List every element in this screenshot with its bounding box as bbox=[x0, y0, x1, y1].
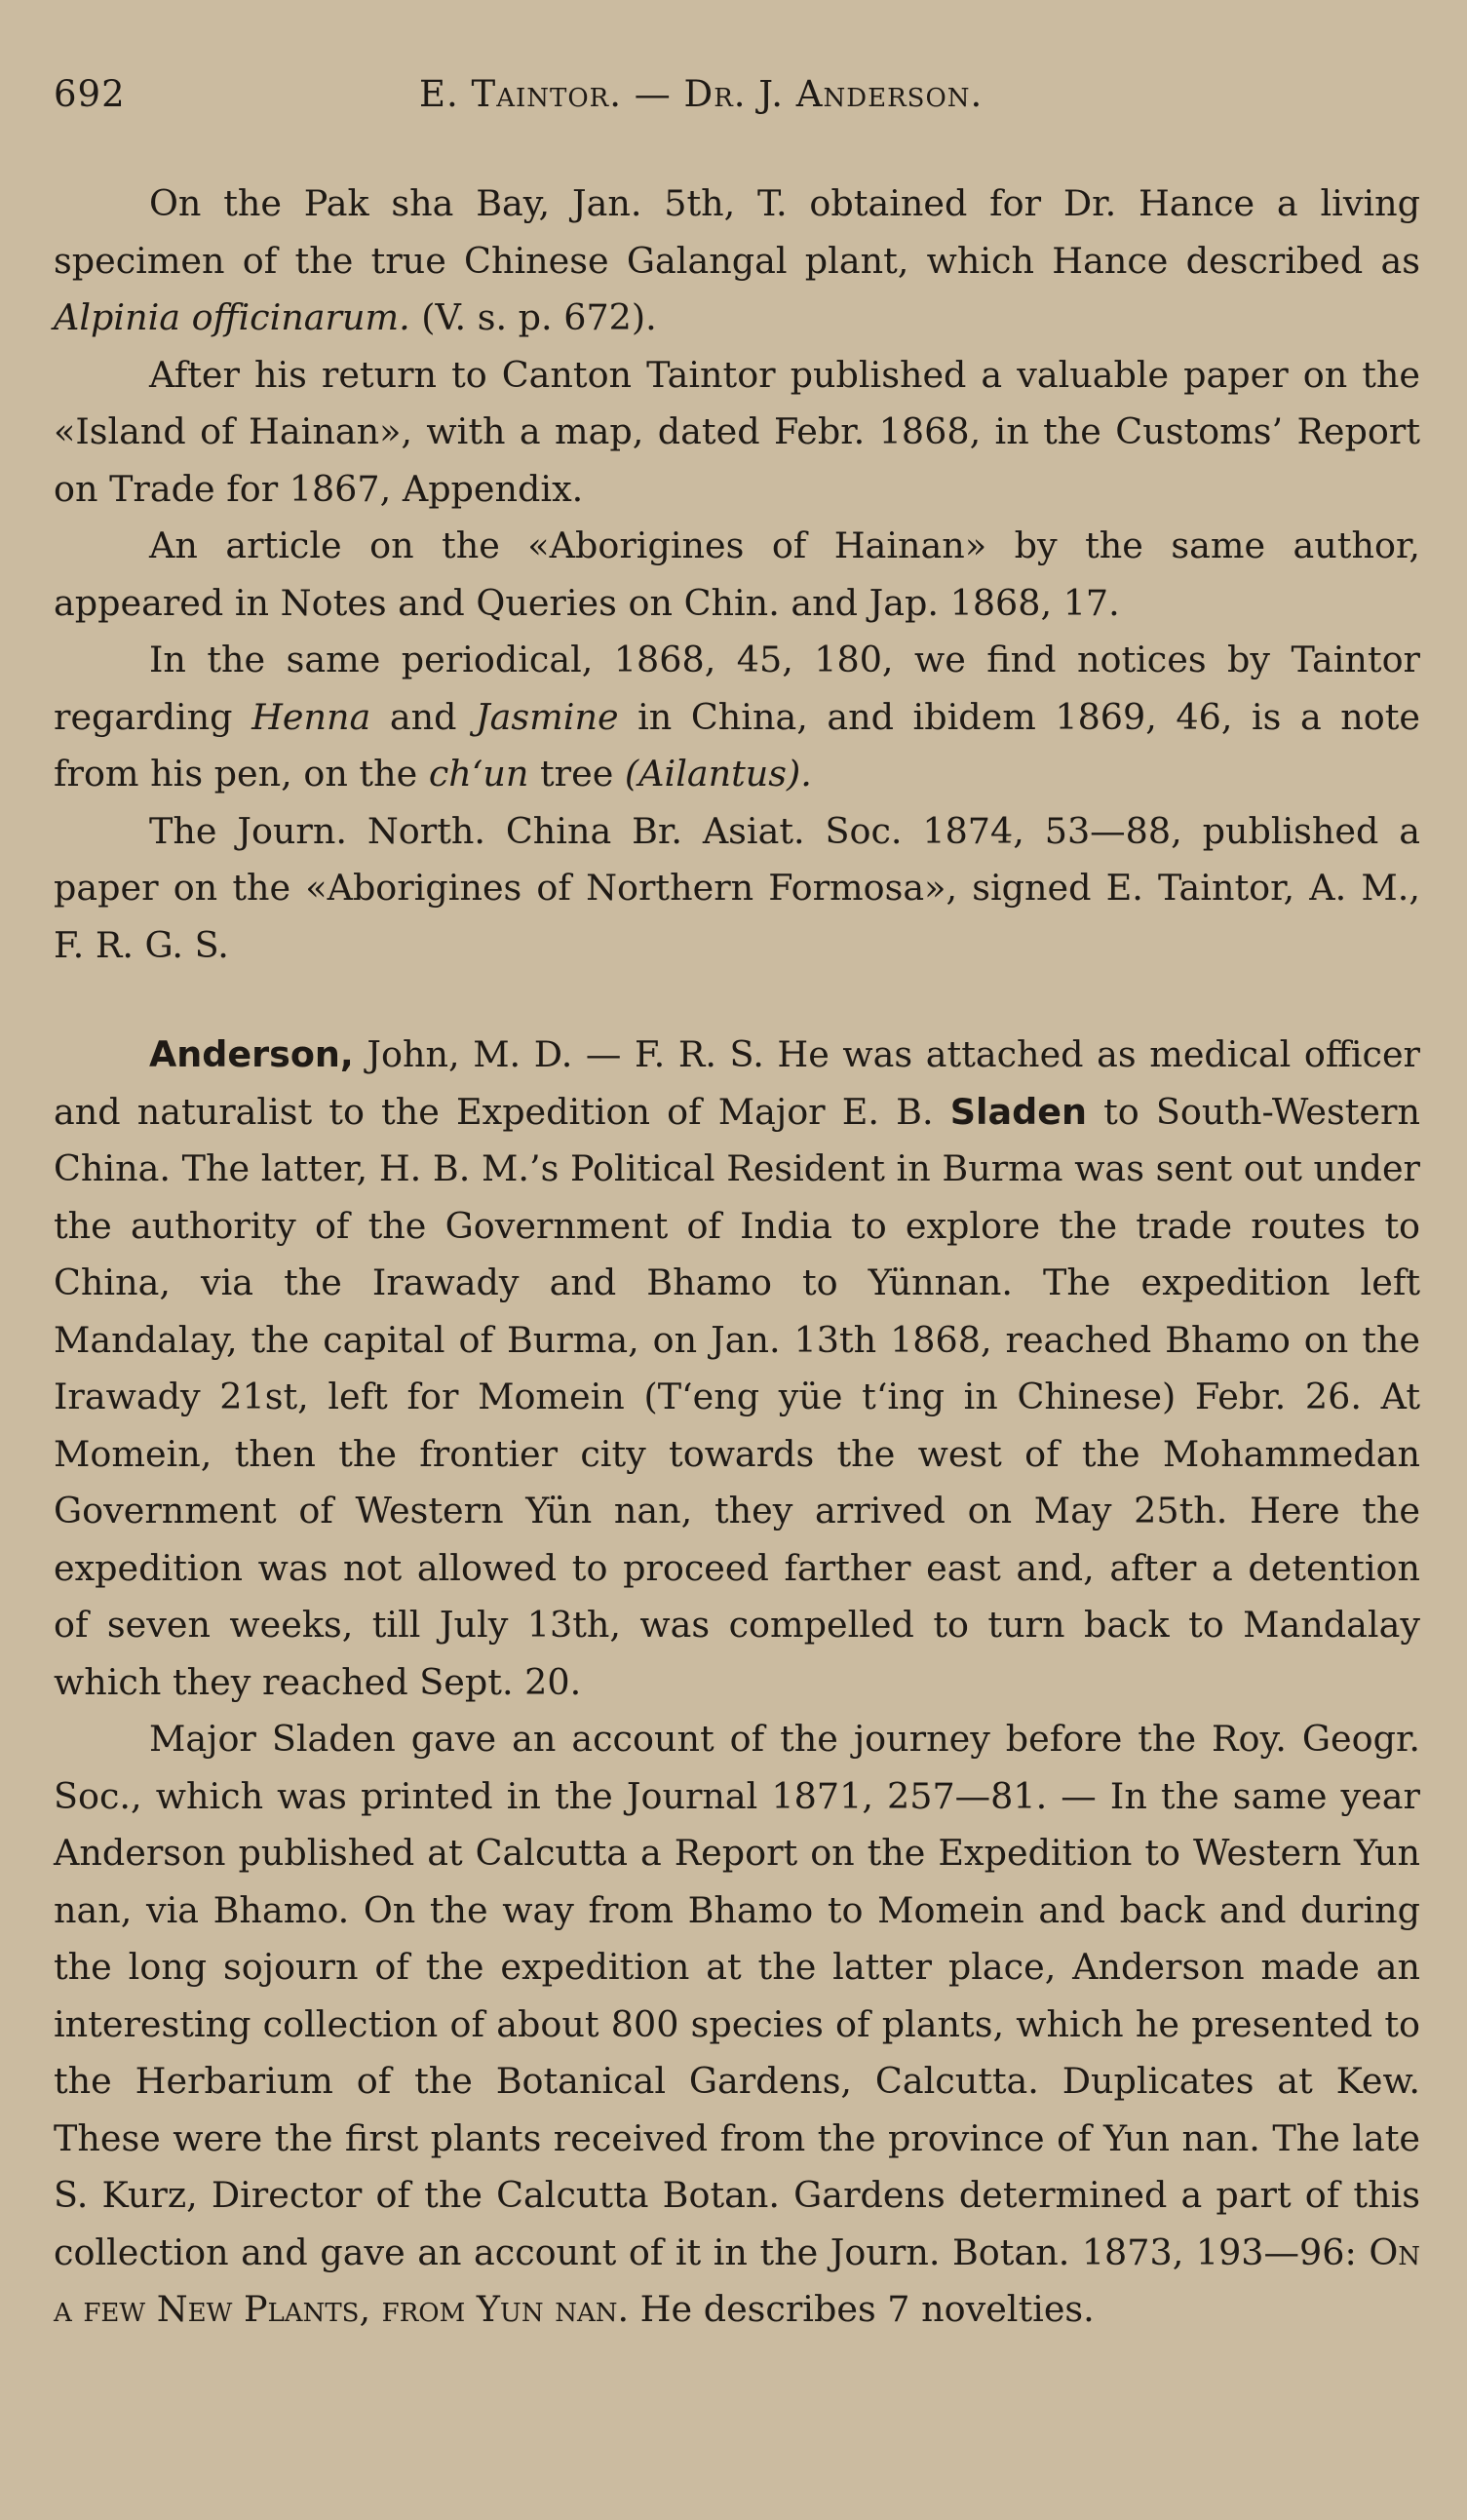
ailantus-term: (Ailantus). bbox=[624, 753, 812, 795]
anderson-paragraph-2: Major Sladen gave an account of the journey before the Roy. Geogr. Soc., which was printed in the Journal 1871, 257—81. — In the same year Anderson published at Calcutta a Report on the Expedition to Western Yun nan, via Bhamo. On the way from Bhamo to Momein and back and during the long sojourn of the expedition at the latter place, Anderson made an interesting collection of about 800 species of plants, which he presented to the Herbarium of the Botanical Gardens, Calcutta. Duplicates at Kew. These were the first plants received from the province of Yun nan. The late S. Kurz, Director of the Calcutta Botan. Gardens determined a part of this collection and gave an account of it in the Journ. Botan. 1873, 193—96: On a few New Plants, from Yun nan. He describes 7 novelties. bbox=[54, 1718, 1420, 2330]
entry-name-anderson: Anderson, bbox=[149, 1033, 354, 1075]
taintor-paragraph-4: In the same periodical, 1868, 45, 180, we find notices by Taintor regarding Henna and Jasmine in China, and ibidem 1869, 46, is a note from his pen, on the ch‘un tree (Ailantus). bbox=[54, 639, 1420, 795]
jasmine-term: Jasmine bbox=[476, 695, 619, 738]
chun-term: ch‘un bbox=[428, 753, 529, 795]
taintor-paragraph-1: On the Pak sha Bay, Jan. 5th, T. obtained for Dr. Hance a living specimen of the true Chinese Galangal plant, which Hance described as Alpinia officinarum. (V. s. p. 672). bbox=[54, 182, 1420, 338]
section-spacer bbox=[54, 974, 1420, 1027]
taintor-paragraph-2: After his return to Canton Taintor published a valuable paper on the «Island of Hainan», with a map, dated Febr. 1868, in the Customs’ Report on Trade for 1867, Appendix. bbox=[54, 353, 1420, 510]
taintor-paragraph-3: An article on the «Aborigines of Hainan» by the same author, appeared in Notes and Queries on Chin. and Jap. 1868, 17. bbox=[54, 524, 1420, 624]
anderson-paragraph-1: Anderson, John, M. D. — F. R. S. He was attached as medical officer and naturalist to the Expedition of Major E. B. Sladen to South-Western China. The latter, H. B. M.’s Political Resident in Burma was sent out under the authority of the Government of India to explore the trade routes to China, via the Irawady and Bhamo to Yünnan. The expedition left Mandalay, the capital of Burma, on Jan. 13th 1868, reached Bhamo on the Irawady 21st, left for Momein (T‘eng yüe t‘ing in Chinese) Febr. 26. At Momein, then the frontier city towards the west of the Mohammedan Government of Western Yün nan, they arrived on May 25th. Here the expedition was not allowed to proceed farther east and, after a detention of seven weeks, till July 13th, was compelled to turn back to Mandalay which they reached Sept. 20. bbox=[54, 1033, 1420, 1703]
running-title: E. Taintor. — Dr. J. Anderson. bbox=[419, 73, 984, 115]
taintor-paragraph-5: The Journ. North. China Br. Asiat. Soc. 1874, 53—88, published a paper on the «Aborigines of Northern Formosa», signed E. Taintor, A. M., F. R. G. S. bbox=[54, 809, 1420, 966]
page-header bbox=[54, 73, 1418, 132]
name-sladen: Sladen bbox=[949, 1090, 1087, 1133]
page-number: 692 bbox=[54, 73, 126, 115]
henna-term: Henna bbox=[251, 695, 371, 738]
body-text bbox=[54, 175, 1420, 2339]
species-name: Alpinia officinarum. bbox=[54, 296, 410, 338]
article-title: On a few New Plants, from Yun nan. bbox=[54, 2230, 1420, 2330]
